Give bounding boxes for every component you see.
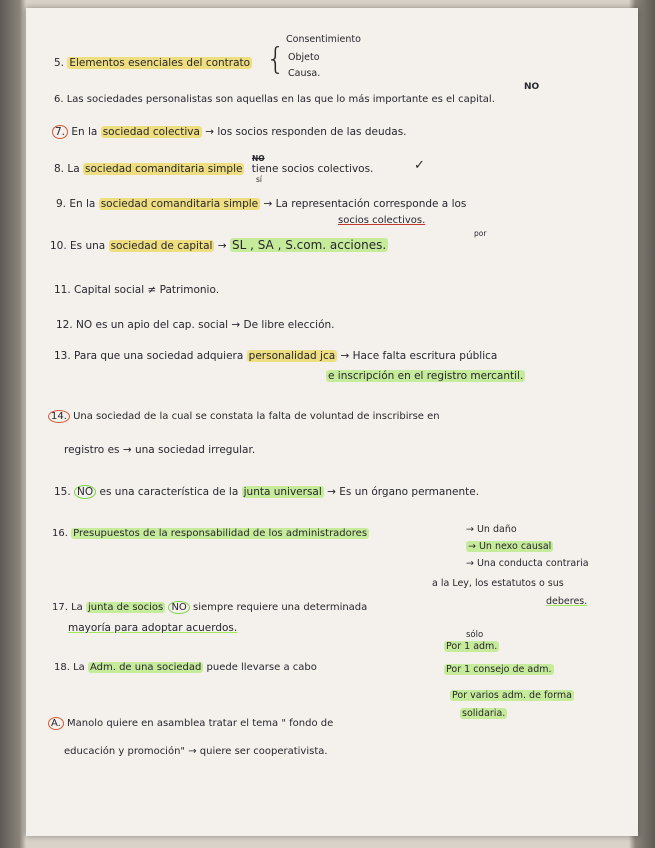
note-16 [52,528,369,539]
note-16-highlight: Presupuestos de la responsabilidad de los administradores [73,528,368,539]
note-5-branch-3: Causa. [288,68,321,79]
handwritten-note-sheet [26,8,638,836]
note-5-number: 5. [54,57,65,69]
note-a-number: A. [48,717,64,730]
note-8-post: tiene socios colectivos. [251,163,374,175]
note-10-sup: por [474,229,487,238]
note-7-pre: En la [71,126,98,138]
note-11: 11. Capital social ≠ Patrimonio. [54,284,220,296]
note-13-cont [326,370,525,382]
note-14-cont: registro es → una sociedad irregular. [64,444,256,456]
note-6: 6. Las sociedades personalistas son aquellas en las que lo más importante es el capital. [54,94,495,105]
note-18-branch-4-text: solidaria. [462,708,506,719]
note-5-branch-1: Consentimiento [286,34,361,45]
note-18-branch-1-text: Por 1 adm. [446,641,498,652]
note-16-pre: 16. [52,528,68,539]
note-13-highlight: personalidad jca [248,350,336,362]
note-13 [54,350,497,362]
note-18-branch-1 [444,641,499,652]
note-17-highlight: junta de socios [87,602,164,613]
note-a [48,718,333,729]
note-5-branch-2: Objeto [288,52,320,63]
note-7-highlight: sociedad colectiva [102,126,200,138]
note-10-items: SL , SA , S.com. acciones. [231,238,387,252]
note-10-arrow: → [217,240,227,252]
note-8-mark-si: sí [256,175,262,184]
note-16-branch-5: deberes. [546,596,588,607]
note-15-no: NO [74,485,96,499]
note-9 [56,198,466,210]
note-7-post: → los socios responden de las deudas. [205,126,407,138]
note-17-pre: 17. La [52,602,83,613]
note-16-branch-3: → Una conducta contraria [466,558,589,569]
note-15-post: → Es un órgano permanente. [327,486,480,498]
note-12: 12. NO es un apio del cap. social → De libre elección. [56,319,335,331]
note-10-pre: 10. Es una [50,240,106,252]
note-15-pre: 15. [54,486,71,498]
note-8-pre: 8. La [54,163,80,175]
note-13-post: → Hace falta escritura pública [340,350,498,362]
note-5-text: Elementos esenciales del contrato [69,57,251,69]
note-16-branch-2 [466,541,553,552]
note-15-highlight: junta universal [243,486,322,498]
note-17-cont: mayoría para adoptar acuerdos. [68,622,238,634]
note-16-branch-1: → Un daño [466,524,517,535]
note-8-mark-no: NO [252,154,265,163]
note-14 [48,411,440,422]
note-16-branch-2-text: → Un nexo causal [468,541,552,552]
note-9-post: → La representación corresponde a los [263,198,467,210]
note-a-cont: educación y promoción" → quiere ser cooperativista. [64,746,328,757]
note-18-branch-2 [444,664,554,675]
note-13-pre: 13. Para que una sociedad adquiera [54,350,244,362]
note-9-pre: 9. En la [56,198,96,210]
note-5 [54,57,252,69]
note-7 [52,126,407,138]
note-8 [54,163,373,175]
note-14-number: 14. [48,410,70,423]
note-18-branch-sup: sólo [466,630,484,640]
note-18 [54,662,317,673]
note-9-highlight: sociedad comanditaria simple [100,198,259,210]
note-15-mid: es una característica de la [99,486,239,498]
note-17-post: siempre requiere una determinada [193,602,368,613]
note-16-branch-4: a la Ley, los estatutos o sus [432,578,564,589]
note-a-text: Manolo quiere en asamblea tratar el tema " fondo de [67,718,334,729]
note-13-cont-text: e inscripción en el registro mercantil. [328,370,524,382]
note-18-post: puede llevarse a cabo [206,662,317,673]
note-18-branch-3 [450,690,574,701]
note-7-number: 7. [52,125,68,139]
note-15 [54,486,479,498]
note-18-highlight: Adm. de una sociedad [89,662,202,673]
note-17-no: NO [168,601,189,614]
note-10 [50,238,388,252]
note-5-brace: { [266,42,286,77]
note-14-text: Una sociedad de la cual se constata la falta de voluntad de inscribirse en [73,411,440,422]
note-8-highlight: sociedad comanditaria simple [84,163,243,175]
note-18-branch-2-text: Por 1 consejo de adm. [446,664,552,675]
note-17 [52,602,367,613]
note-18-branch-3-text: Por varios adm. de forma [452,690,572,701]
note-6-mark: NO [524,82,540,92]
note-18-branch-4 [460,708,507,719]
check-icon: ✓ [414,158,425,173]
note-10-highlight: sociedad de capital [110,240,213,252]
note-18-pre: 18. La [54,662,85,673]
note-9-cont: socios colectivos. [338,215,426,226]
